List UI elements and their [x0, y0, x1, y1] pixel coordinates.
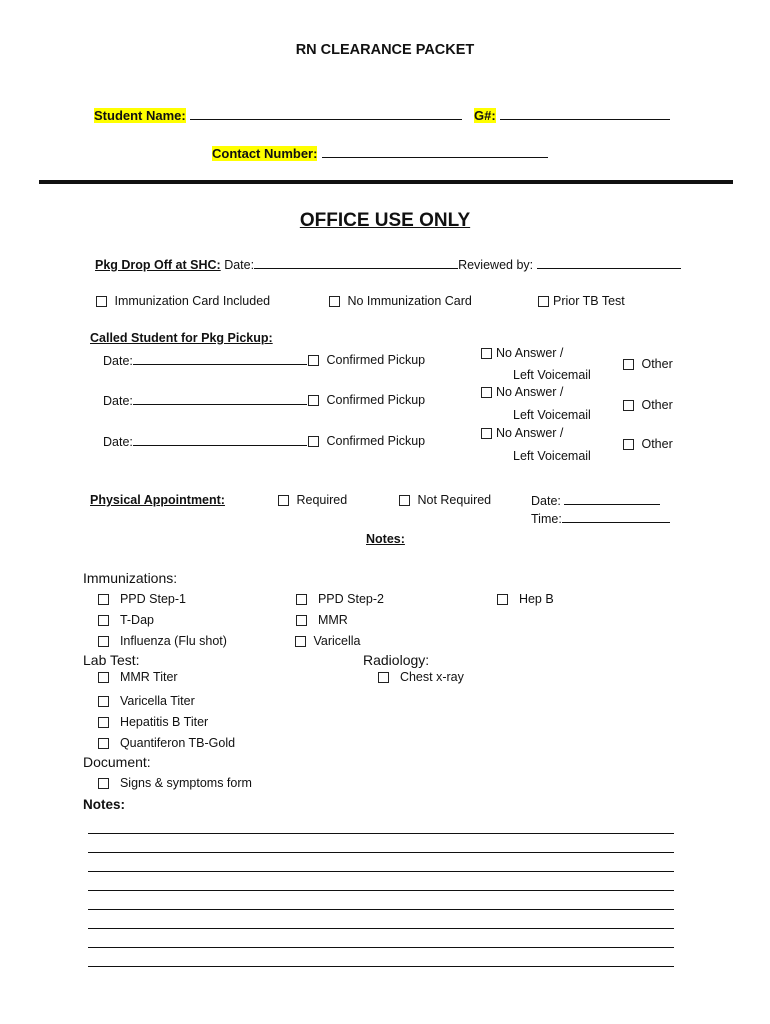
notes-label: Notes:: [83, 797, 126, 812]
checkbox-icon[interactable]: [308, 355, 319, 366]
pickup-label: Called Student for Pkg Pickup:: [90, 331, 273, 345]
document-label: Document:: [83, 754, 151, 770]
checkbox-icon[interactable]: [278, 495, 289, 506]
confirmed-label: Confirmed Pickup: [326, 353, 426, 367]
doc-signs-symptoms[interactable]: [98, 776, 252, 790]
drop-off-date-field[interactable]: [254, 257, 458, 269]
other-3[interactable]: [623, 437, 673, 451]
contact-row: [212, 145, 548, 163]
contact-field[interactable]: [322, 146, 548, 158]
other-1[interactable]: [623, 357, 673, 371]
notes-line[interactable]: [88, 966, 674, 967]
notes-heading: Notes:: [366, 532, 405, 546]
lab-mmr-titer[interactable]: [98, 670, 178, 684]
checkbox-icon[interactable]: [481, 348, 492, 359]
drop-off-date-label: Date:: [224, 258, 255, 272]
g-number-label: G#:: [474, 108, 496, 123]
checkbox-icon[interactable]: [296, 594, 307, 605]
checkbox-icon[interactable]: [623, 439, 634, 450]
confirmed-label: Confirmed Pickup: [326, 434, 426, 448]
checkbox-icon[interactable]: [481, 387, 492, 398]
checkbox-icon[interactable]: [98, 738, 109, 749]
not-required-label: Not Required: [417, 493, 492, 507]
option-no-immunization-card[interactable]: [329, 294, 472, 308]
section-divider: [39, 180, 733, 184]
lab-test-label: Lab Test:: [83, 652, 140, 668]
physical-date: [531, 493, 660, 508]
pickup-date-1: [103, 353, 307, 368]
reviewed-label: Reviewed by:: [458, 258, 534, 272]
checkbox-icon[interactable]: [98, 696, 109, 707]
option-label: Prior TB Test: [553, 294, 625, 308]
pickup-date-field[interactable]: [133, 353, 307, 365]
option-prior-tb[interactable]: [538, 294, 625, 308]
date-label: Date:: [103, 394, 133, 408]
lab-hepatitis-b-titer[interactable]: [98, 715, 208, 729]
checkbox-icon[interactable]: [98, 717, 109, 728]
other-2[interactable]: [623, 398, 673, 412]
item-label: Chest x-ray: [399, 670, 464, 684]
confirmed-pickup-3[interactable]: [308, 434, 425, 448]
g-number-row: [474, 107, 670, 125]
lab-quantiferon[interactable]: [98, 736, 235, 750]
checkbox-icon[interactable]: [481, 428, 492, 439]
checkbox-icon[interactable]: [378, 672, 389, 683]
student-name-field[interactable]: [190, 108, 462, 120]
notes-line[interactable]: [88, 852, 674, 853]
checkbox-icon[interactable]: [623, 359, 634, 370]
voicemail-1: Left Voicemail: [513, 368, 591, 382]
checkbox-icon[interactable]: [623, 400, 634, 411]
imm-varicella[interactable]: [295, 634, 361, 648]
confirmed-pickup-2[interactable]: [308, 393, 425, 407]
date-label: Date:: [103, 435, 133, 449]
drop-off-label: Pkg Drop Off at SHC:: [95, 258, 221, 272]
notes-line[interactable]: [88, 890, 674, 891]
other-label: Other: [641, 357, 673, 371]
option-immunization-card[interactable]: [96, 294, 270, 308]
item-label: Hep B: [518, 592, 554, 606]
no-answer-3[interactable]: [481, 426, 563, 440]
imm-hep-b[interactable]: [497, 592, 554, 606]
item-label: Influenza (Flu shot): [119, 634, 227, 648]
physical-required[interactable]: [278, 493, 347, 507]
item-label: Hepatitis B Titer: [119, 715, 209, 729]
notes-line[interactable]: [88, 947, 674, 948]
no-answer-2[interactable]: [481, 385, 563, 399]
confirmed-label: Confirmed Pickup: [326, 393, 426, 407]
imm-ppd-step-2[interactable]: [296, 592, 384, 606]
pickup-date-field[interactable]: [133, 434, 307, 446]
checkbox-icon[interactable]: [98, 594, 109, 605]
imm-mmr[interactable]: [296, 613, 348, 627]
pickup-date-2: [103, 393, 307, 408]
item-label: MMR: [317, 613, 348, 627]
notes-line[interactable]: [88, 871, 674, 872]
pickup-date-3: [103, 434, 307, 449]
other-label: Other: [641, 398, 673, 412]
physical-label: Physical Appointment:: [90, 493, 225, 507]
confirmed-pickup-1[interactable]: [308, 353, 425, 367]
pickup-date-field[interactable]: [133, 393, 307, 405]
item-label: PPD Step-1: [119, 592, 186, 606]
page-title: RN CLEARANCE PACKET: [295, 42, 475, 58]
notes-line[interactable]: [88, 833, 674, 834]
checkbox-icon[interactable]: [98, 636, 109, 647]
checkbox-icon[interactable]: [96, 296, 107, 307]
no-answer-label: No Answer /: [496, 426, 564, 440]
date-label: Date:: [531, 494, 561, 508]
imm-tdap[interactable]: [98, 613, 154, 627]
contact-label: Contact Number:: [212, 146, 318, 161]
checkbox-icon[interactable]: [329, 296, 340, 307]
no-answer-1[interactable]: [481, 346, 563, 360]
physical-not-required[interactable]: [399, 493, 491, 507]
drop-off-row: [95, 257, 681, 272]
radiology-label: Radiology:: [363, 652, 430, 668]
other-label: Other: [641, 437, 673, 451]
item-label: PPD Step-2: [317, 592, 384, 606]
student-name-row: [94, 107, 462, 125]
item-label: Quantiferon TB-Gold: [119, 736, 236, 750]
checkbox-icon[interactable]: [497, 594, 508, 605]
item-label: MMR Titer: [119, 670, 178, 684]
option-label: Immunization Card Included: [114, 294, 271, 308]
student-name-label: Student Name:: [94, 108, 186, 123]
physical-time: [531, 511, 670, 526]
imm-influenza[interactable]: [98, 634, 227, 648]
voicemail-3: Left Voicemail: [513, 449, 591, 463]
item-label: Varicella: [313, 634, 361, 648]
immunizations-label: Immunizations:: [83, 570, 178, 586]
office-use-title: OFFICE USE ONLY: [299, 210, 471, 231]
no-answer-label: No Answer /: [496, 385, 564, 399]
item-label: Varicella Titer: [119, 694, 195, 708]
checkbox-icon[interactable]: [98, 615, 109, 626]
voicemail-2: Left Voicemail: [513, 408, 591, 422]
item-label: Signs & symptoms form: [119, 776, 252, 790]
checkbox-icon[interactable]: [98, 672, 109, 683]
time-label: Time:: [531, 512, 562, 526]
physical-time-field[interactable]: [562, 511, 670, 523]
physical-date-field[interactable]: [564, 493, 660, 505]
notes-line[interactable]: [88, 909, 674, 910]
item-label: T-Dap: [119, 613, 154, 627]
checkbox-icon[interactable]: [295, 636, 306, 647]
checkbox-icon[interactable]: [399, 495, 410, 506]
checkbox-icon[interactable]: [538, 296, 549, 307]
checkbox-icon[interactable]: [98, 778, 109, 789]
no-answer-label: No Answer /: [496, 346, 564, 360]
required-label: Required: [296, 493, 348, 507]
radiology-chest-xray[interactable]: [378, 670, 464, 684]
checkbox-icon[interactable]: [308, 395, 319, 406]
reviewed-field[interactable]: [537, 257, 681, 269]
lab-varicella-titer[interactable]: [98, 694, 195, 708]
option-label: No Immunization Card: [347, 294, 472, 308]
g-number-field[interactable]: [500, 108, 670, 120]
imm-ppd-step-1[interactable]: [98, 592, 186, 606]
date-label: Date:: [103, 354, 133, 368]
notes-line[interactable]: [88, 928, 674, 929]
checkbox-icon[interactable]: [296, 615, 307, 626]
checkbox-icon[interactable]: [308, 436, 319, 447]
